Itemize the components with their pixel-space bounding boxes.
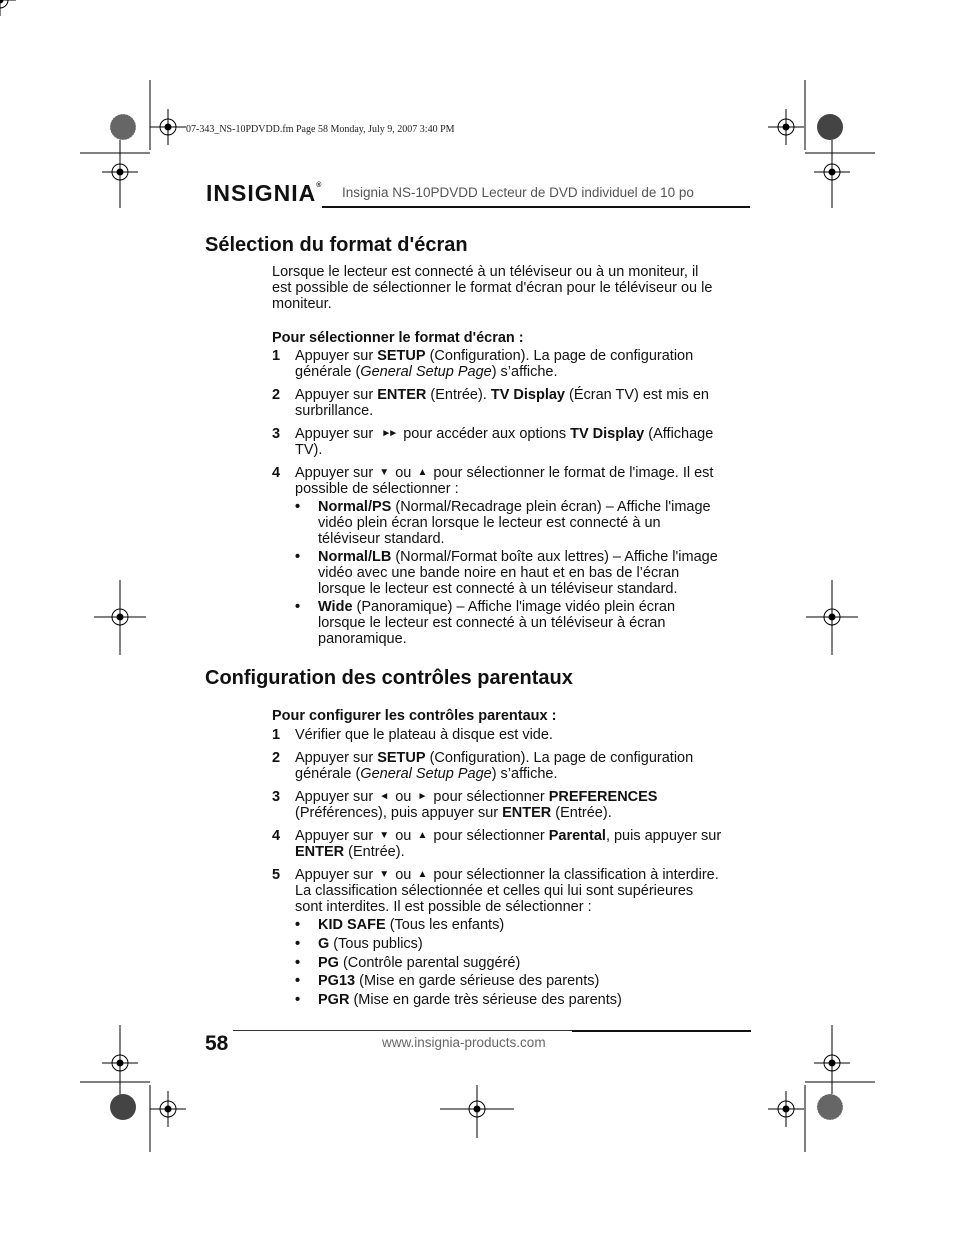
step-text: possible de sélectionner : (295, 481, 459, 497)
step-text: TV). (295, 442, 323, 458)
bullet-text: lorsque le lecteur est connecté à un téléviseur à écran (318, 615, 666, 631)
footer-url: www.insignia-products.com (382, 1035, 546, 1050)
step-text: Appuyer sur ▼ ou ▲ pour sélectionner la classification à interdire. (295, 867, 719, 883)
procedure-subheading: Pour sélectionner le format d'écran : (272, 330, 524, 346)
step-text: La classification sélectionnée et celles qui lui sont supérieures (295, 883, 694, 899)
bullet-text: lorsque le lecteur est connecté à un téléviseur standard. (318, 581, 678, 597)
bullet-text: vidéo plein écran lorsque le lecteur est connecté à un (318, 515, 661, 531)
step-text: Appuyer sur ►► pour accéder aux options TV Display (Affichage (295, 426, 714, 442)
step-text: sont interdites. Il est possible de sélectionner : (295, 899, 592, 915)
fast-forward-icon: ►► (381, 428, 396, 440)
bullet-marker: • (295, 499, 301, 515)
bullet-text: panoramique. (318, 631, 407, 647)
step-number: 3 (272, 789, 281, 805)
section-heading-parental-controls: Configuration des contrôles parentaux (205, 667, 573, 689)
procedure-subheading: Pour configurer les contrôles parentaux : (272, 708, 557, 724)
file-slug: 07-343_NS-10PDVDD.fm Page 58 Monday, July 9, 2007 3:40 PM (186, 124, 455, 135)
bullet-marker: • (295, 955, 301, 971)
bullet-marker: • (295, 936, 301, 952)
right-arrow-icon: ► (417, 791, 428, 803)
running-header: Insignia NS-10PDVDD Lecteur de DVD individuel de 10 po (342, 185, 694, 200)
insignia-logo: INSIGNIA® (206, 180, 323, 206)
step-number: 3 (272, 426, 281, 442)
step-text: Appuyer sur ▼ ou ▲ pour sélectionner Parental, puis appuyer sur (295, 828, 722, 844)
up-arrow-icon: ▲ (417, 467, 428, 479)
bullet-text: G (Tous publics) (318, 936, 423, 952)
intro-paragraph: moniteur. (272, 296, 332, 312)
bullet-text: vidéo avec une bande noire en haut et en bas de l’écran (318, 565, 680, 581)
step-number: 1 (272, 348, 281, 364)
step-number: 2 (272, 387, 281, 403)
step-text: Appuyer sur SETUP (Configuration). La page de configuration (295, 348, 694, 364)
step-text: Appuyer sur ENTER (Entrée). TV Display (Écran TV) est mis en (295, 387, 709, 403)
bullet-text: PG13 (Mise en garde sérieuse des parents) (318, 973, 600, 989)
header-rule (322, 206, 750, 208)
step-number: 4 (272, 465, 281, 481)
bullet-text: Normal/PS (Normal/Recadrage plein écran) – Affiche l'image (318, 499, 711, 515)
intro-paragraph: est possible de sélectionner le format d'écran pour le téléviseur ou le (272, 280, 713, 296)
left-arrow-icon: ◄ (379, 791, 390, 803)
step-text: générale (General Setup Page) s’affiche. (295, 766, 558, 782)
footer-rule-accent (572, 1030, 751, 1032)
step-text: Appuyer sur ◄ ou ► pour sélectionner PREFERENCES (295, 789, 658, 805)
step-text: ENTER (Entrée). (295, 844, 405, 860)
down-arrow-icon: ▼ (379, 467, 390, 479)
bullet-marker: • (295, 917, 301, 933)
section-heading-screen-format: Sélection du format d'écran (205, 234, 468, 256)
bullet-marker: • (295, 973, 301, 989)
bullet-text: KID SAFE (Tous les enfants) (318, 917, 505, 933)
step-text: Appuyer sur ▼ ou ▲ pour sélectionner le format de l'image. Il est (295, 465, 714, 481)
bullet-marker: • (295, 599, 301, 615)
up-arrow-icon: ▲ (417, 830, 428, 842)
bullet-text: Normal/LB (Normal/Format boîte aux lettres) – Affiche l'image (318, 549, 718, 565)
step-number: 5 (272, 867, 281, 883)
step-text: générale (General Setup Page) s’affiche. (295, 364, 558, 380)
step-text: (Préférences), puis appuyer sur ENTER (Entrée). (295, 805, 612, 821)
step-text: Vérifier que le plateau à disque est vide. (295, 727, 553, 743)
step-number: 4 (272, 828, 281, 844)
bullet-text: PGR (Mise en garde très sérieuse des parents) (318, 992, 622, 1008)
page-number: 58 (205, 1032, 229, 1055)
up-arrow-icon: ▲ (417, 869, 428, 881)
down-arrow-icon: ▼ (379, 830, 390, 842)
bullet-marker: • (295, 992, 301, 1008)
bullet-marker: • (295, 549, 301, 565)
step-text: Appuyer sur SETUP (Configuration). La page de configuration (295, 750, 694, 766)
step-number: 1 (272, 727, 281, 743)
bullet-text: Wide (Panoramique) – Affiche l'image vidéo plein écran (318, 599, 676, 615)
step-text: surbrillance. (295, 403, 374, 419)
step-number: 2 (272, 750, 281, 766)
down-arrow-icon: ▼ (379, 869, 390, 881)
bullet-text: PG (Contrôle parental suggéré) (318, 955, 521, 971)
bullet-text: téléviseur standard. (318, 531, 445, 547)
intro-paragraph: Lorsque le lecteur est connecté à un téléviseur ou à un moniteur, il (272, 264, 699, 280)
